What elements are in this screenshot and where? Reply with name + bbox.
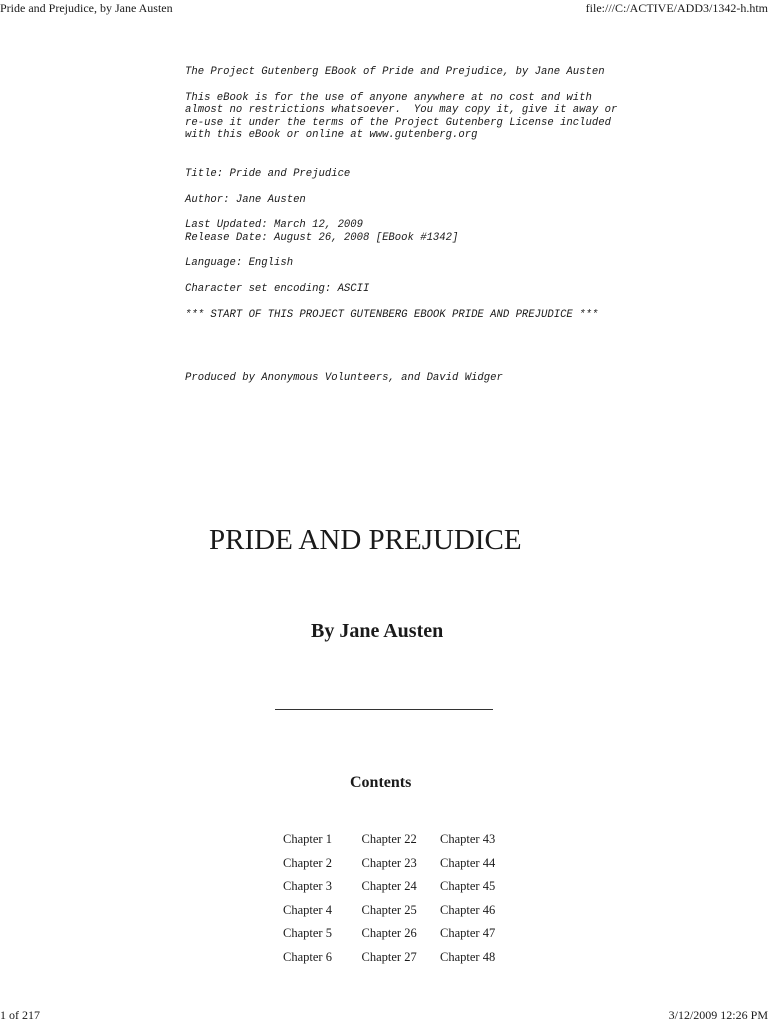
preamble-language: Language: English [185, 257, 294, 270]
preamble-start-marker: *** START OF THIS PROJECT GUTENBERG EBOOK PRIDE AND PREJUDICE *** [185, 308, 599, 321]
chapter-link[interactable]: Chapter 48 [440, 949, 496, 964]
preamble-encoding: Character set encoding: ASCII [185, 282, 370, 295]
preamble-author: Author: Jane Austen [185, 193, 306, 206]
toc-row [283, 926, 519, 950]
print-header-title: Pride and Prejudice, by Jane Austen [0, 1, 173, 15]
preamble-release-date: Release Date: August 26, 2008 [EBook #1342] [185, 231, 459, 244]
preamble-produced-by: Produced by Anonymous Volunteers, and David Widger [185, 372, 503, 385]
chapter-link[interactable]: Chapter 22 [361, 832, 417, 846]
book-title: PRIDE AND PREJUDICE [209, 524, 522, 556]
chapter-link[interactable]: Chapter 46 [440, 902, 496, 917]
chapter-link[interactable]: Chapter 4 [283, 902, 332, 917]
chapter-link[interactable]: Chapter 44 [440, 855, 496, 870]
preamble-intro: The Project Gutenberg EBook of Pride and Prejudice, by Jane Austen [185, 66, 605, 78]
chapter-link[interactable]: Chapter 25 [361, 902, 417, 917]
toc-row [283, 879, 519, 903]
toc-row [283, 950, 519, 974]
chapter-link[interactable]: Chapter 27 [361, 949, 417, 964]
chapter-link[interactable]: Chapter 23 [361, 855, 417, 870]
license-line: almost no restrictions whatsoever. You may copy it, give it away or [185, 104, 618, 117]
chapter-link[interactable]: Chapter 26 [361, 926, 417, 940]
chapter-link[interactable]: Chapter 3 [283, 879, 332, 893]
chapter-link[interactable]: Chapter 1 [283, 832, 332, 846]
preamble-title: Title: Pride and Prejudice [185, 167, 351, 180]
print-footer-datetime: 3/12/2009 12:26 PM [668, 1008, 768, 1022]
print-footer-page: 1 of 217 [0, 1008, 40, 1022]
chapter-link[interactable]: Chapter 2 [283, 855, 332, 870]
license-line: re-use it under the terms of the Project Gutenberg License included [185, 116, 611, 129]
license-line: with this eBook or online at www.gutenberg.org [185, 129, 478, 142]
book-author: By Jane Austen [311, 620, 444, 642]
divider-rule [275, 709, 493, 710]
toc-row [283, 903, 519, 927]
gutenberg-preamble [185, 66, 745, 385]
chapter-link[interactable]: Chapter 45 [440, 879, 496, 893]
chapter-link[interactable]: Chapter 5 [283, 926, 332, 940]
chapter-link[interactable]: Chapter 6 [283, 949, 332, 964]
toc-row [283, 856, 519, 880]
chapter-link[interactable]: Chapter 24 [361, 879, 417, 893]
license-line: This eBook is for the use of anyone anywhere at no cost and with [185, 91, 592, 104]
chapter-link[interactable]: Chapter 47 [440, 926, 496, 940]
chapter-link[interactable]: Chapter 43 [440, 832, 496, 846]
preamble-last-updated: Last Updated: March 12, 2009 [185, 219, 364, 232]
print-header-url: file:///C:/ACTIVE/ADD3/1342-h.htm [585, 1, 768, 15]
contents-heading: Contents [350, 774, 412, 791]
toc-row [283, 832, 519, 856]
table-of-contents [283, 832, 519, 973]
